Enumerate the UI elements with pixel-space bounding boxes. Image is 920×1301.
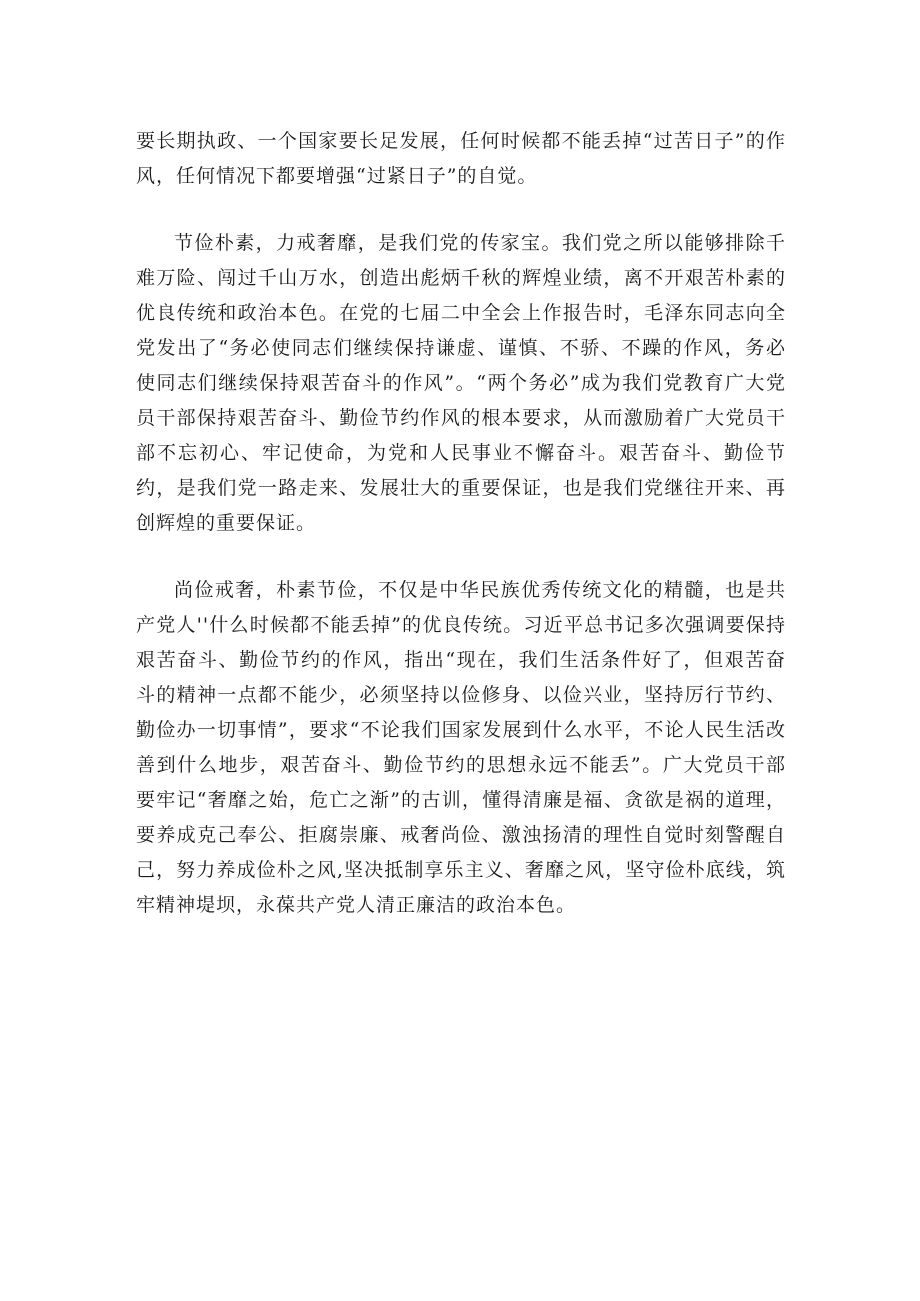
paragraph-1: 要长期执政、一个国家要长足发展，任何时候都不能丢掉“过苦日子”的作风，任何情况下都要增强“过紧日子”的自觉。 [136,130,786,187]
paragraph-2: 节俭朴素，力戒奢靡，是我们党的传家宝。我们党之所以能够排除千难万险、闯过千山万水，创造出彪炳千秋的辉煌业绩，离不开艰苦朴素的优良传统和政治本色。在党的七届二中全会上作报告时，毛泽东同志向全党发出了“务必使同志们继续保持谦虚、谨慎、不骄、不躁的作风，务必使同志们继续保持艰苦奋斗的作风”。“两个务必”成为我们党教育广大党员干部保持艰苦奋斗、勤俭节约作风的根本要求，从而激励着广大党员干部不忘初心、牢记使命，为党和人民事业不懈奋斗。艰苦奋斗、勤俭节约，是我们党一路走来、发展壮大的重要保证，也是我们党继往开来、再创辉煌的重要保证。 [136,232,786,534]
paragraph-3: 尚俭戒奢，朴素节俭，不仅是中华民族优秀传统文化的精髓，也是共产党人''什么时候都不能丢掉”的优良传统。习近平总书记多次强调要保持艰苦奋斗、勤俭节约的作风，指出“现在，我们生活条件好了，但艰苦奋斗的精神一点都不能少，必须坚持以俭修身、以俭兴业，坚持厉行节约、勤俭办一切事情”，要求“不论我们国家发展到什么水平，不论人民生活改善到什么地步，艰苦奋斗、勤俭节约的思想永远不能丢”。广大党员干部要牢记“奢靡之始，危亡之渐”的古训，懂得清廉是福、贪欲是祸的道理，要养成克己奉公、拒腐崇廉、戒奢尚俭、激浊扬清的理性自觉时刻警醒自己，努力养成俭朴之风,坚决抵制享乐主义、奢靡之风，坚守俭朴底线，筑牢精神堤坝，永葆共产党人清正廉洁的政治本色。 [136,579,786,916]
document-body [136,124,786,955]
